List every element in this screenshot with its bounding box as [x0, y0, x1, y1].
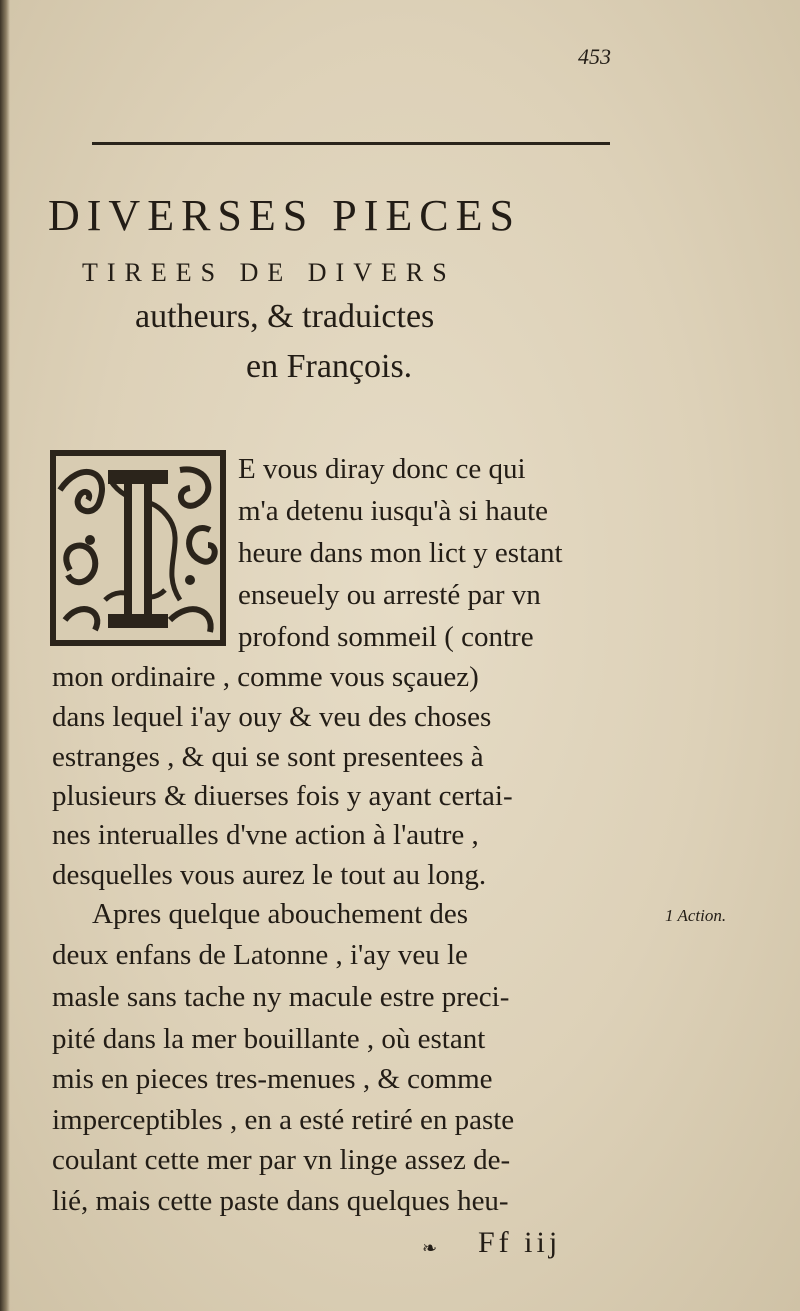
- body-line: deux enfans de Latonne , i'ay veu le: [52, 939, 468, 971]
- body-line: pité dans la mer bouillante , où estant: [52, 1023, 486, 1055]
- body-line: coulant cette mer par vn linge assez de-: [52, 1144, 511, 1176]
- header-rule: [92, 142, 610, 145]
- leaf-ornament-icon: ❧: [422, 1238, 438, 1259]
- body-line: dans lequel i'ay ouy & veu des choses: [52, 701, 492, 733]
- body-line: desquelles vous aurez le tout au long.: [52, 859, 487, 891]
- page-binding-edge: [0, 0, 10, 1311]
- body-line: m'a detenu iusqu'à si haute: [238, 495, 549, 527]
- margin-note: 1 Action.: [665, 906, 727, 925]
- body-line: imperceptibles , en a esté retiré en paste: [52, 1104, 515, 1136]
- page-number: 453: [578, 44, 611, 69]
- body-line: profond sommeil ( contre: [238, 621, 534, 653]
- title-line-3: autheurs, & traduictes: [135, 298, 435, 335]
- body-line: nes interualles d'vne action à l'autre ,: [52, 819, 479, 851]
- body-line: E vous diray donc ce qui: [238, 453, 526, 485]
- body-line: heure dans mon lict y estant: [238, 537, 563, 569]
- body-line: Apres quelque abouchement des: [92, 898, 469, 930]
- body-line: enseuely ou arresté par vn: [238, 579, 541, 611]
- body-line: masle sans tache ny macule estre preci-: [52, 981, 510, 1013]
- ornamental-initial-icon: [50, 450, 226, 646]
- body-line: mis en pieces tres-menues , & comme: [52, 1063, 493, 1095]
- body-line: plusieurs & diuerses fois y ayant certai-: [52, 780, 513, 812]
- body-line: lié, mais cette paste dans quelques heu-: [52, 1185, 509, 1217]
- body-line: mon ordinaire , comme vous sçauez): [52, 661, 479, 693]
- signature-mark: Ff iij: [478, 1226, 562, 1259]
- title-line-2: TIREES DE DIVERS: [82, 258, 456, 287]
- title-line-4: en François.: [246, 348, 413, 385]
- title-line-1: DIVERSES PIECES: [48, 191, 521, 240]
- body-line: estranges , & qui se sont presentees à: [52, 741, 484, 773]
